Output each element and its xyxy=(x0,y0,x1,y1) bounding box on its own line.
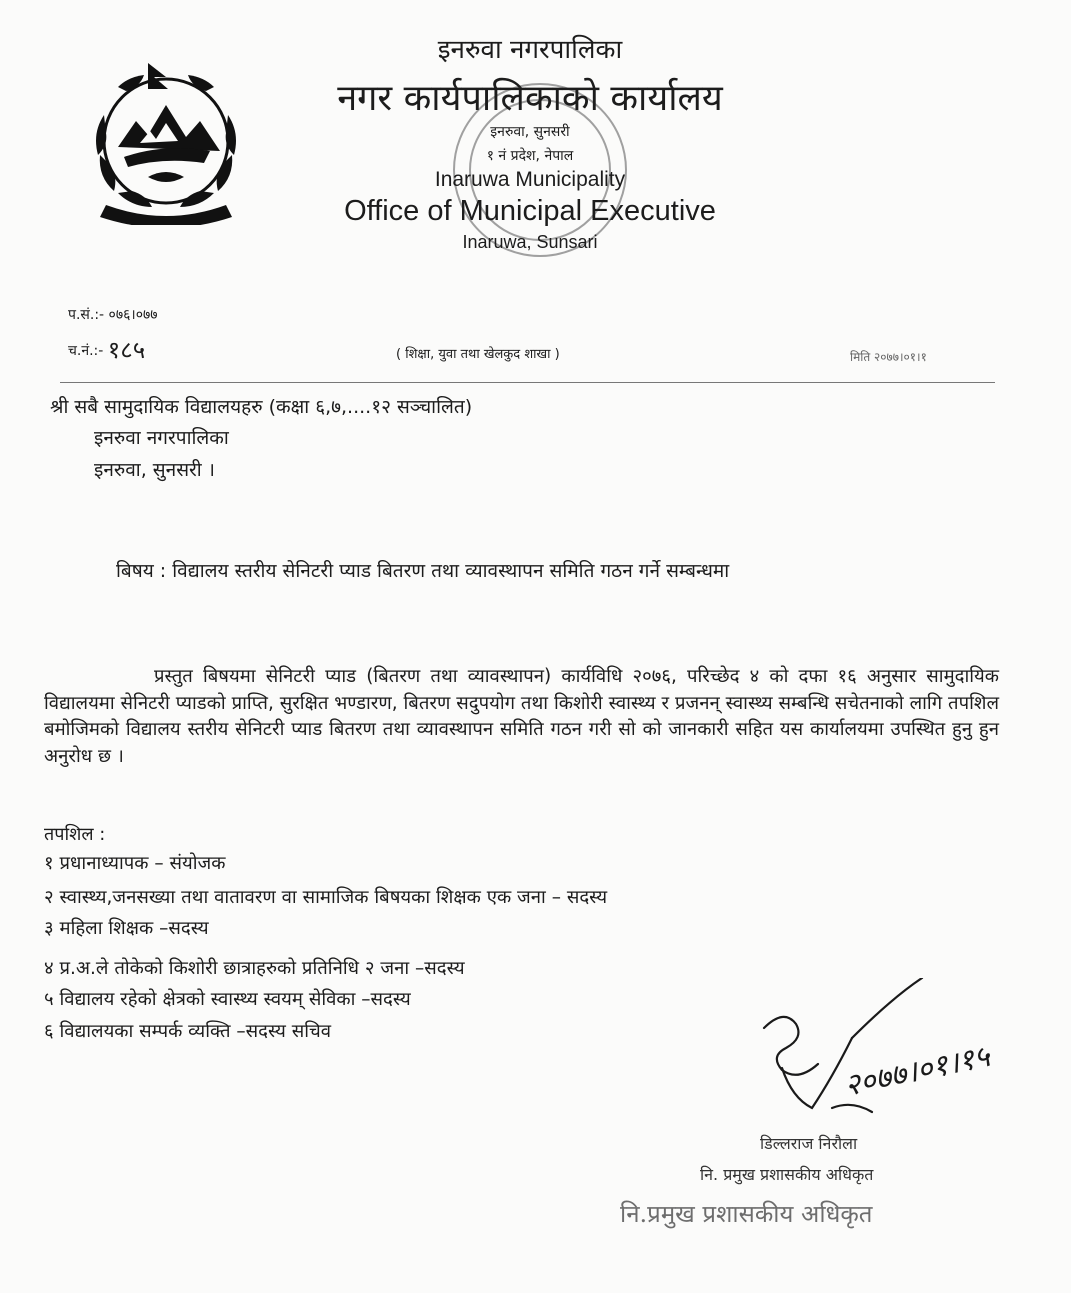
cn-label: च.नं.:- xyxy=(68,343,104,359)
addressee-line-2: इनरुवा नगरपालिका xyxy=(94,427,229,449)
subject-line: बिषय : विद्यालय स्तरीय सेनिटरी प्याड बितरण तथा व्यावस्थापन समिति गठन गर्ने सम्बन्धमा xyxy=(116,560,730,582)
handwritten-signature xyxy=(752,978,1012,1138)
letter-date: मिति २०७७।०१।१ xyxy=(850,350,927,364)
tapasil-label: तपशिल : xyxy=(44,824,106,845)
body-paragraph xyxy=(44,664,999,770)
addressee-line-3: इनरुवा, सुनसरी । xyxy=(94,459,215,481)
reference-ps xyxy=(68,305,158,324)
header-address-english: Inaruwa, Sunsari xyxy=(462,232,598,252)
signature-date-scribble: २०७७।०१।१५ xyxy=(841,1038,993,1104)
branch-name: ( शिक्षा, युवा तथा खेलकुद शाखा ) xyxy=(396,347,560,362)
header-office-nepali: नगर कार्यपालिकाको कार्यालय xyxy=(337,78,723,119)
signatory-name: डिल्लराज निरौला xyxy=(760,1134,858,1153)
header-office-english: Office of Municipal Executive xyxy=(344,195,716,227)
header-divider xyxy=(60,382,995,383)
member-item: १ प्रधानाध्यापक – संयोजक xyxy=(44,853,226,874)
header-municipality-nepali: इनरुवा नगरपालिका xyxy=(437,35,623,65)
nepal-emblem-icon xyxy=(78,55,258,225)
ps-label: प.सं.:- xyxy=(68,307,105,323)
header-municipality-english: Inaruwa Municipality xyxy=(434,168,626,191)
reference-cn xyxy=(68,333,145,366)
designation-stamp: नि.प्रमुख प्रशासकीय अधिकृत xyxy=(620,1200,873,1228)
addressee-line-1: श्री सबै सामुदायिक विद्यालयहरु (कक्षा ६,७,....१२ सञ्चालित) xyxy=(50,396,473,418)
ps-value: ०७६।०७७ xyxy=(108,307,158,323)
header-province-nepali: १ नं प्रदेश, नेपाल xyxy=(486,148,574,164)
member-item: ४ प्र.अ.ले तोकेको किशोरी छात्राहरुको प्रतिनिधि २ जना –सदस्य xyxy=(44,958,465,979)
cn-value: १८५ xyxy=(107,336,146,364)
signatory-title: नि. प्रमुख प्रशासकीय अधिकृत xyxy=(700,1165,874,1184)
body-text: प्रस्तुत बिषयमा सेनिटरी प्याड (बितरण तथा व्यावस्थापन) कार्यविधि २०७६, परिच्छेद ४ को दफा १६ अनुसार सामुदायिक विद्यालयमा सेनिटरी प्याडको प्राप्ति, सुरक्षित भण्डारण, बितरण सदुपयोग तथा किशोरी स्वास्थ्य र प्रजनन् स्वास्थ्य सम्बन्धि सचेतनाको लागि तपशिल बमोजिमको विद्यालय स्तरीय सेनिटरी प्याड बितरण तथा व्यावस्थापन समिति गठन गरी सो को जानकारी सहित यस कार्यालयमा उपस्थित हुनु हुन अनुरोध छ । xyxy=(44,666,999,767)
header-address-nepali: इनरुवा, सुनसरी xyxy=(490,124,570,140)
member-item: २ स्वास्थ्य,जनसख्या तथा वातावरण वा सामाजिक बिषयका शिक्षक एक जना – सदस्य xyxy=(44,887,608,908)
member-item: ५ विद्यालय रहेको क्षेत्रको स्वास्थ्य स्वयम् सेविका –सदस्य xyxy=(44,989,411,1010)
member-item: ३ महिला शिक्षक –सदस्य xyxy=(44,918,209,939)
member-item: ६ विद्यालयका सम्पर्क व्यक्ति –सदस्य सचिव xyxy=(44,1021,332,1042)
